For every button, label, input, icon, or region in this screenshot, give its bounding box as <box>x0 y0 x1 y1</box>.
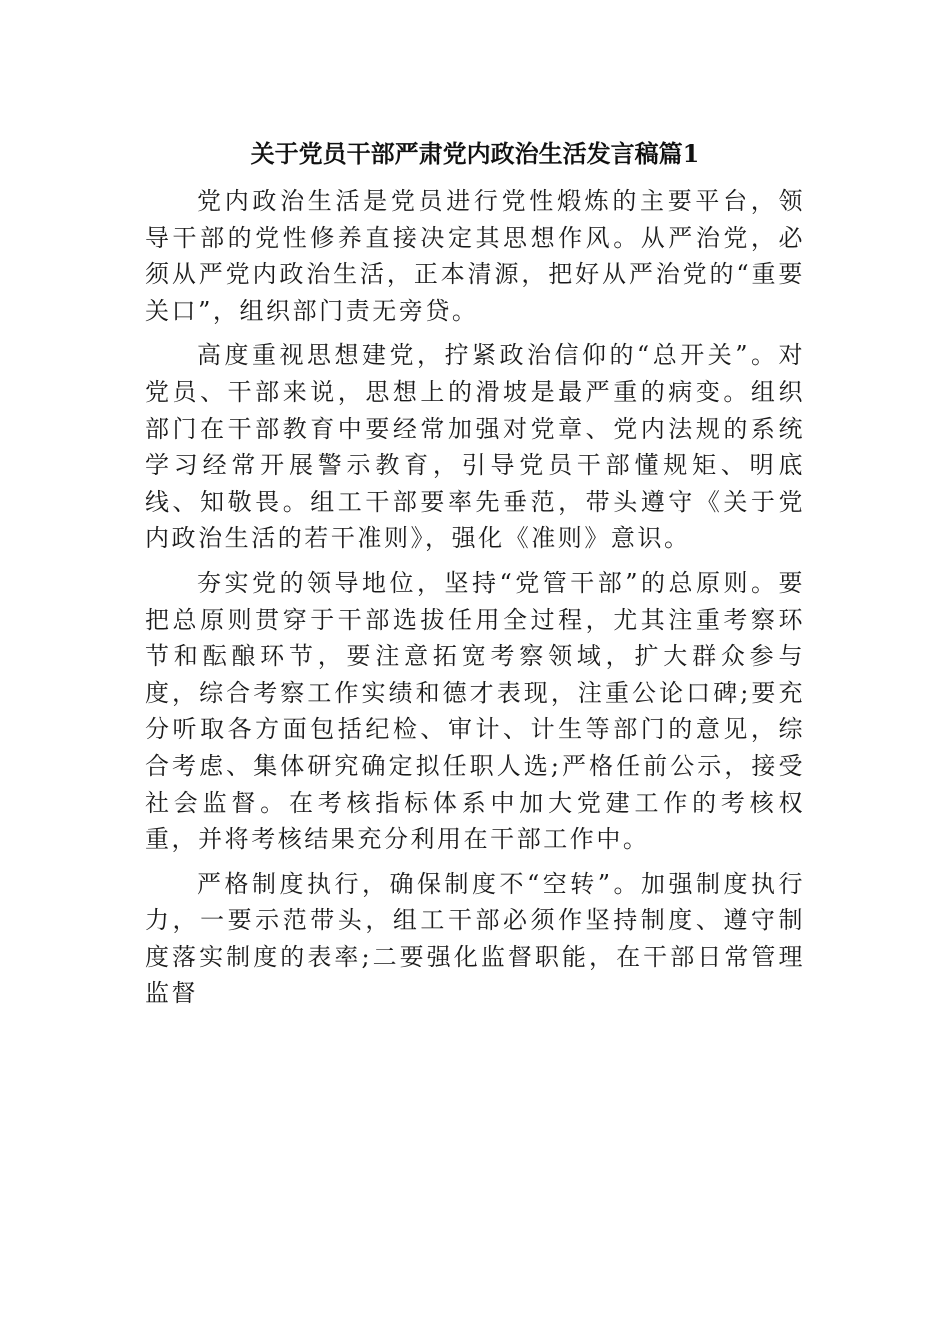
document-body <box>145 183 805 1020</box>
document-title: 关于党员干部严肃党内政治生活发言稿篇1 <box>250 139 700 168</box>
paragraph-4: 严格制度执行，确保制度不“空转”。加强制度执行力，一要示范带头，组工干部必须作坚持制度、遵守制度落实制度的表率;二要强化监督职能，在干部日常管理监督 <box>145 869 805 1008</box>
paragraph-2: 高度重视思想建党，拧紧政治信仰的“总开关”。对党员、干部来说，思想上的滑坡是最严重的病变。组织部门在干部教育中要经常加强对党章、党内法规的系统学习经常开展警示教育，引导党员干部懂规矩、明底线、知敬畏。组工干部要率先垂范，带头遵守《关于党内政治生活的若干准则》，强化《准则》意识。 <box>145 341 805 553</box>
paragraph-3: 夯实党的领导地位，坚持“党管干部”的总原则。要把总原则贯穿于干部选拔任用全过程，尤其注重考察环节和酝酿环节，要注意拓宽考察领域，扩大群众参与度，综合考察工作实绩和德才表现，注重公论口碑;要充分听取各方面包括纪检、审计、计生等部门的意见，综合考虑、集体研究确定拟任职人选;严格任前公示，接受社会监督。在考核指标体系中加大党建工作的考核权重，并将考核结果充分利用在干部工作中。 <box>145 568 805 854</box>
paragraph-1: 党内政治生活是党员进行党性煅炼的主要平台，领导干部的党性修养直接决定其思想作风。从严治党，必须从严党内政治生活，正本清源，把好从严治党的“重要关口”，组织部门责无旁贷。 <box>145 187 805 325</box>
